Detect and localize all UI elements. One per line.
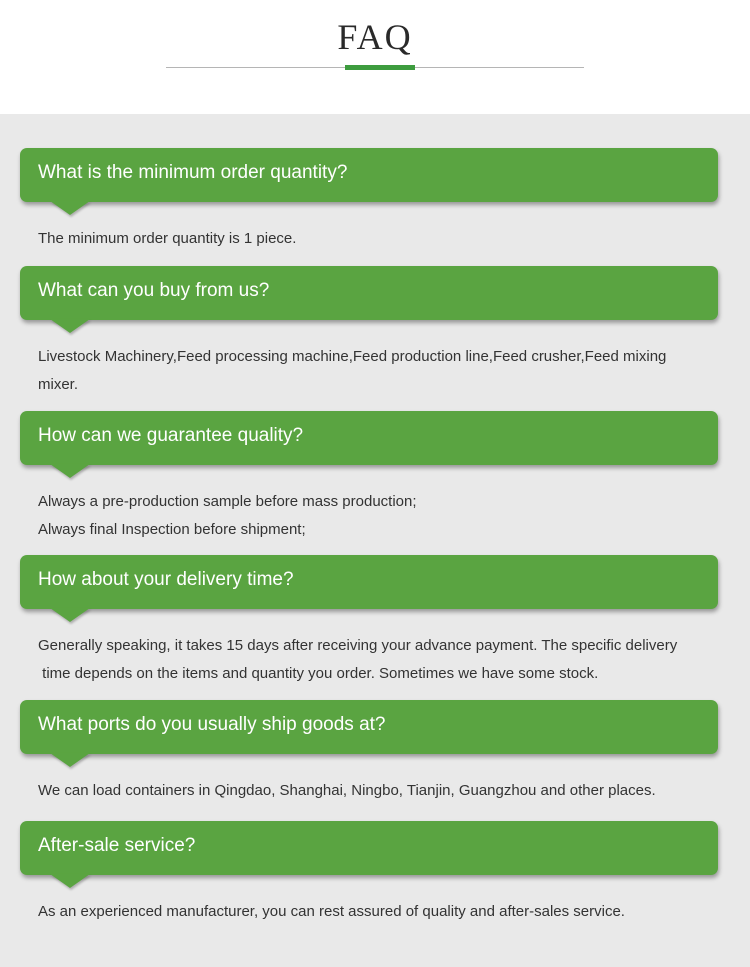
faq-question-banner xyxy=(20,821,718,875)
faq-answer xyxy=(38,343,718,399)
faq-answer xyxy=(38,898,718,926)
faq-question-banner xyxy=(20,555,718,609)
faq-answer xyxy=(38,632,718,688)
page-title: FAQ xyxy=(337,17,413,57)
faq-question: What can you buy from us? xyxy=(38,280,270,301)
faq-answer-line: Always final Inspection before shipment; xyxy=(38,521,306,538)
faq-answer xyxy=(38,777,718,805)
speech-pointer-icon xyxy=(50,874,90,888)
faq-answer-line: time depends on the items and quantity you order. Sometimes we have some stock. xyxy=(38,665,599,682)
faq-answer-line: Always a pre-production sample before mass production; xyxy=(38,493,417,510)
speech-pointer-icon xyxy=(50,753,90,767)
faq-answer xyxy=(38,488,718,544)
faq-question-banner xyxy=(20,148,718,202)
header-accent-bar xyxy=(345,65,415,70)
faq-answer-line: We can load containers in Qingdao, Shanghai, Ningbo, Tianjin, Guangzhou and other places. xyxy=(38,782,656,799)
faq-answer-line: mixer. xyxy=(38,376,79,393)
faq-list xyxy=(0,114,750,967)
faq-question-banner xyxy=(20,266,718,320)
faq-question: How can we guarantee quality? xyxy=(38,425,304,446)
faq-question: What is the minimum order quantity? xyxy=(38,162,348,183)
faq-question-banner xyxy=(20,411,718,465)
speech-pointer-icon xyxy=(50,608,90,622)
faq-answer-line: As an experienced manufacturer, you can rest assured of quality and after-sales service. xyxy=(38,903,625,920)
faq-answer-line: The minimum order quantity is 1 piece. xyxy=(38,230,297,247)
speech-pointer-icon xyxy=(50,464,90,478)
faq-answer-line: Livestock Machinery,Feed processing machine,Feed production line,Feed crusher,Feed mixing xyxy=(38,348,667,365)
faq-answer xyxy=(38,225,718,253)
faq-header xyxy=(0,0,750,114)
faq-question: After-sale service? xyxy=(38,835,196,856)
faq-question: How about your delivery time? xyxy=(38,569,294,590)
speech-pointer-icon xyxy=(50,201,90,215)
faq-question: What ports do you usually ship goods at? xyxy=(38,714,386,735)
faq-answer-line: Generally speaking, it takes 15 days after receiving your advance payment. The specific delivery xyxy=(38,637,678,654)
faq-question-banner xyxy=(20,700,718,754)
speech-pointer-icon xyxy=(50,319,90,333)
